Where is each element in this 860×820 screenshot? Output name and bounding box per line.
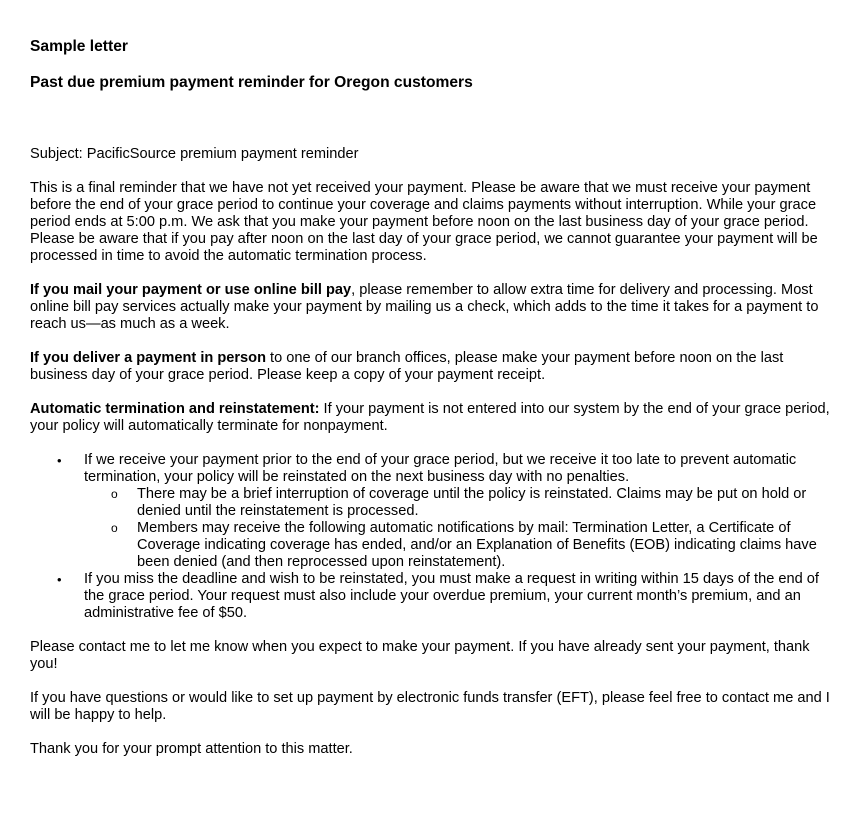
subject-line: Subject: PacificSource premium payment reminder	[30, 146, 359, 162]
bullet-icon: •	[57, 572, 62, 587]
in-person-lead: If you deliver a payment in person	[30, 350, 266, 366]
list-item	[30, 571, 838, 622]
paragraph-contact: Please contact me to let me know when you expect to make your payment. If you have already sent your payment, thank you!	[30, 639, 810, 672]
paragraph-mail-payment	[30, 282, 838, 333]
paragraph-eft: If you have questions or would like to set up payment by electronic funds transfer (EFT), please feel free to contact me and I will be happy to help.	[30, 690, 830, 723]
termination-text: If your payment is not entered into our system by the end of your grace period, your policy will automatically terminate for nonpayment.	[30, 401, 830, 434]
sub-bullet-text-notifications: Members may receive the following automatic notifications by mail: Termination Letter, a Certificate of Coverage indicating coverage has ended, and/or an Explanation of Benefits (EOB) indicating claims have been denied (and then reprocessed upon reinstatement).	[137, 520, 817, 570]
termination-bullet-list	[30, 452, 838, 622]
mail-payment-text: , please remember to allow extra time for delivery and processing. Most online bill pay services actually make your payment by mailing us a check, which adds to the time it takes for a payment to reach us—as much as a week.	[30, 282, 819, 332]
sub-bullet-text-interruption: There may be a brief interruption of coverage until the policy is reinstated. Claims may be put on hold or denied until the reinstatement is processed.	[137, 486, 807, 519]
paragraph-thanks: Thank you for your prompt attention to this matter.	[30, 741, 353, 757]
document-subheading: Past due premium payment reminder for Oregon customers	[30, 74, 473, 91]
in-person-text: to one of our branch offices, please make your payment before noon on the last business day of your grace period. Please keep a copy of your payment receipt.	[30, 350, 784, 383]
letter-document	[30, 38, 838, 758]
bullet-icon: •	[57, 453, 62, 468]
list-item	[30, 452, 838, 571]
circle-bullet-icon: o	[111, 521, 118, 535]
paragraph-in-person	[30, 350, 838, 384]
circle-bullet-icon: o	[111, 487, 118, 501]
sub-bullet-list	[84, 486, 838, 571]
mail-payment-lead: If you mail your payment or use online bill pay	[30, 282, 352, 298]
list-item	[84, 486, 838, 520]
paragraph-termination	[30, 401, 838, 435]
paragraph-final-reminder: This is a final reminder that we have not yet received your payment. Please be aware that we must receive your payment before the end of your grace period to continue your coverage and claims payments without interruption. While your grace period ends at 5:00 p.m. We ask that you make your payment before noon on the last business day of your grace period. Please be aware that if you pay after noon on the last day of your grace period, we cannot guarantee your payment will be processed in time to avoid the automatic termination process.	[30, 180, 818, 264]
document-heading: Sample letter	[30, 38, 128, 55]
list-item	[84, 520, 838, 571]
bullet-text-deadline: If you miss the deadline and wish to be reinstated, you must make a request in writing within 15 days of the end of the grace period. Your request must also include your overdue premium, your current month’s premium, and an administrative fee of $50.	[84, 571, 819, 621]
bullet-text-reinstated: If we receive your payment prior to the end of your grace period, but we receive it too late to prevent automatic termination, your policy will be reinstated on the next business day with no penalties.	[84, 452, 797, 485]
termination-lead: Automatic termination and reinstatement:	[30, 401, 320, 417]
